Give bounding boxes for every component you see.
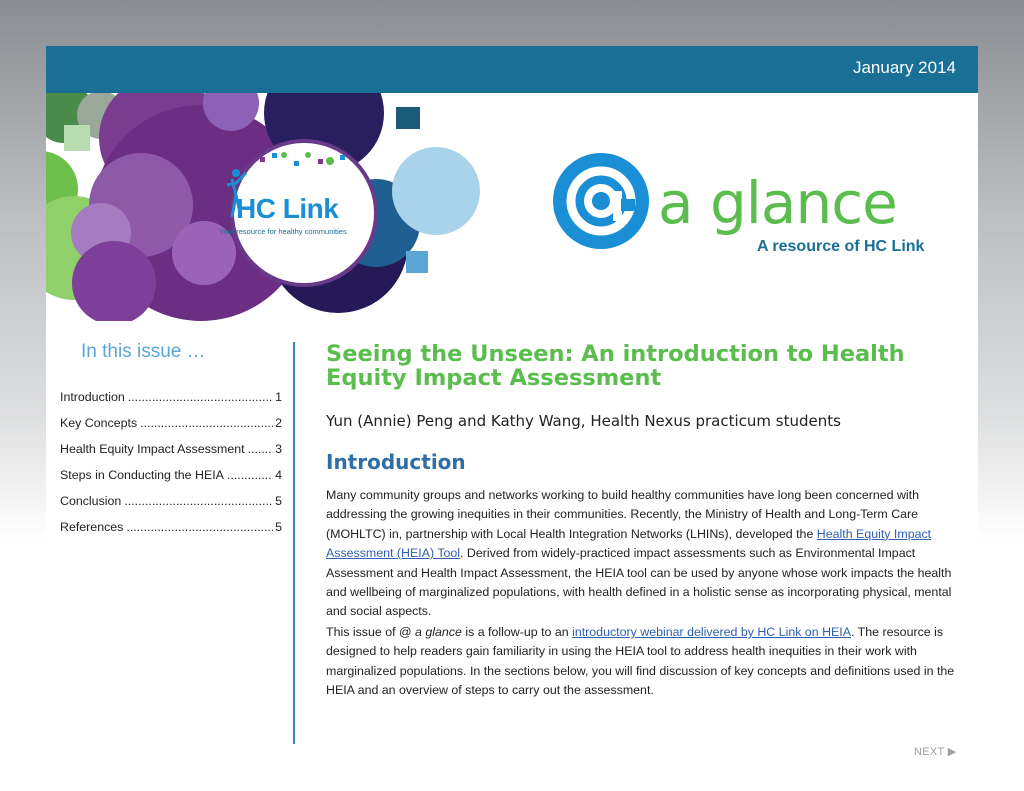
hc-link-tagline: Your resource for healthy communities (219, 227, 347, 236)
toc-item[interactable]: Introduction ..... 1 (60, 384, 282, 410)
next-button[interactable] (914, 745, 956, 758)
heia-tool-link[interactable]: Health Equity Impact Assessment (HEIA) Tool (326, 526, 932, 561)
brand-subtitle: A resource of HC Link (757, 238, 925, 255)
at-a-glance-logo (551, 151, 931, 261)
toc-item[interactable]: References ..... 5 (60, 514, 282, 540)
play-arrow-icon: ▶ (947, 746, 957, 758)
column-divider (293, 342, 295, 744)
newsletter-page (46, 46, 978, 791)
toc-heading: In this issue … (81, 341, 206, 362)
article-authors: Yun (Annie) Peng and Kathy Wang, Health Nexus practicum students (326, 412, 841, 430)
article-title: Seeing the Unseen: An introduction to Health Equity Impact Assessment (326, 341, 905, 391)
toc-item[interactable]: Key Concepts ..... 2 (60, 410, 282, 436)
section-heading-introduction: Introduction (326, 450, 466, 474)
webinar-link[interactable]: introductory webinar delivered by HC Link on HEIA (572, 625, 852, 639)
hc-link-logo (219, 193, 386, 236)
intro-paragraph-2: This issue of @ a glance is a follow-up to an introductory webinar delivered by HC Link on HEIA. The resource is designed to help readers gain familiarity in using the HEIA tool to address health inequities in their work with marginalized populations. In the sections below, you will find discussion of key concepts and definitions used in the HEIA and an overview of steps to carry out the assessment. (326, 625, 955, 698)
banner (46, 93, 978, 321)
next-label: NEXT (914, 746, 945, 758)
table-of-contents (60, 384, 282, 540)
header-bar (46, 46, 978, 93)
at-sign-icon (551, 151, 651, 251)
toc-item[interactable]: Health Equity Impact Assessment ..... 3 (60, 436, 282, 462)
hc-link-wordmark: HC Link (236, 193, 339, 224)
intro-paragraph-1: Many community groups and networks working to build healthy communities have long been concerned with addressing the growing inequities in their communities. Recently, the Ministry of Health and Long-Term Care (MOHLTC) in, partnership with Local Health Integration Networks (LHINs), developed the Health Equity Impact Assessment (HEIA) Tool. Derived from widely-practiced impact assessments such as Environmental Impact Assessment and Health Impact Assessment, the HEIA tool can be used by anyone whose work impacts the health and wellbeing of marginalized populations, with health defined in a holistic sense as incorporating physical, mental and social aspects. (326, 488, 952, 619)
toc-item[interactable]: Steps in Conducting the HEIA ..... 4 (60, 462, 282, 488)
issue-date: January 2014 (852, 58, 956, 77)
toc-item[interactable]: Conclusion ..... 5 (60, 488, 282, 514)
brand-name: a glance (658, 169, 897, 237)
